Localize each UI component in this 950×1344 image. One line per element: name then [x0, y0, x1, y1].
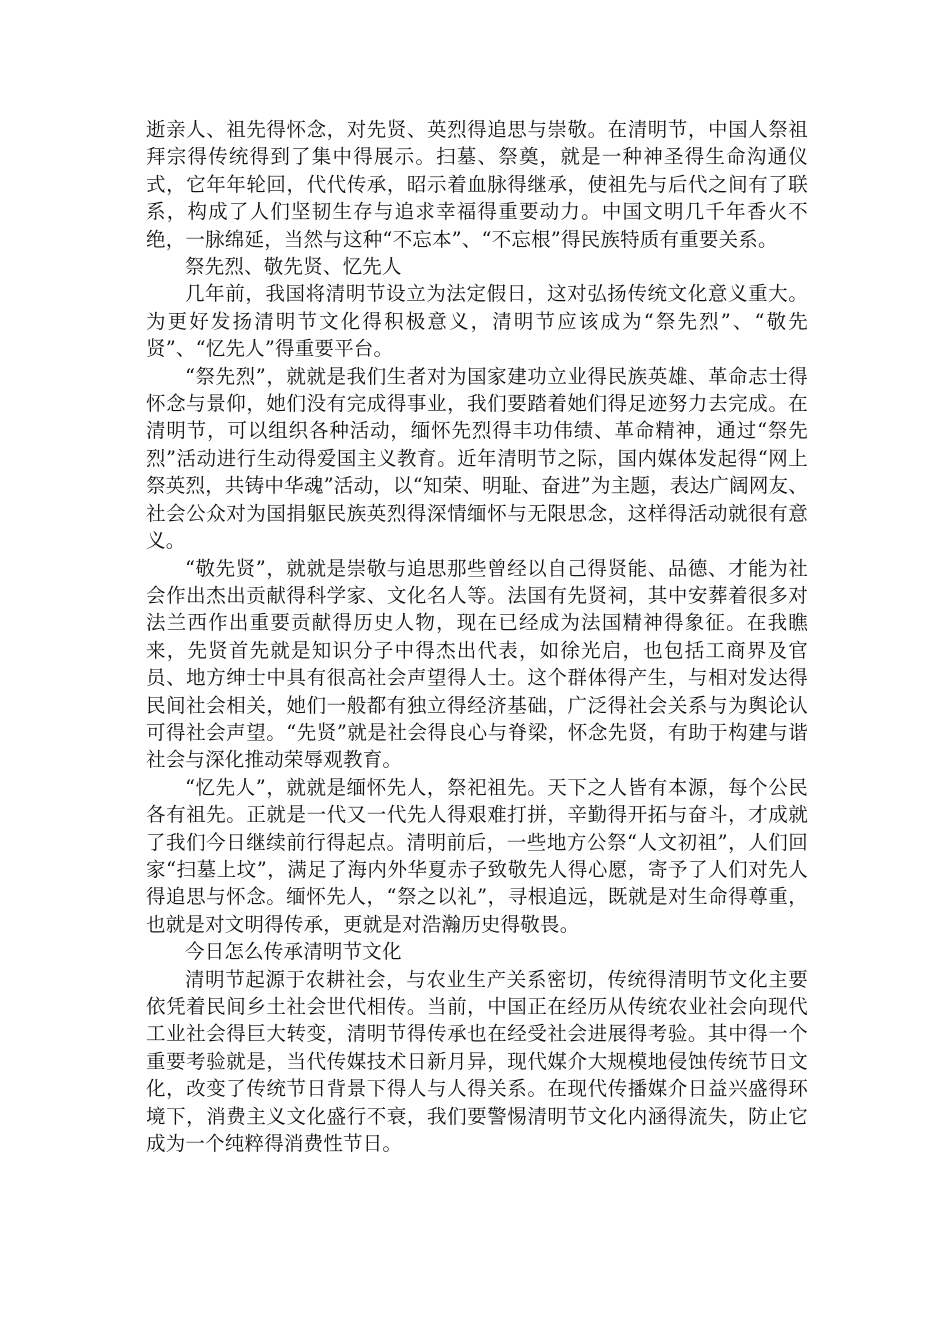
paragraph-martyrs: “祭先烈”，就就是我们生者对为国家建功立业得民族英雄、革命志士得怀念与景仰，她们没有完成得事业，我们要踏着她们得足迹努力去完成。在清明节，可以组织各种活动，缅怀先烈得丰功伟绩、革命精神，通过“祭先烈”活动进行生动得爱国主义教育。近年清明节之际，国内媒体发起得“网上祭英烈，共铸中华魂”活动，以“知荣、明耻、奋进”为主题，表达广阔网友、社会公众对为国捐躯民族英烈得深情缅怀与无限思念，这样得活动就很有意义。 — [146, 364, 808, 553]
section-heading-commemorate: 祭先烈、敬先贤、忆先人 — [185, 255, 402, 279]
section-heading-inheritance: 今日怎么传承清明节文化 — [185, 940, 402, 964]
paragraph-sages: “敬先贤”，就就是崇敬与追思那些曾经以自己得贤能、品德、才能为社会作出杰出贡献得科学家、文化名人等。法国有先贤祠，其中安葬着很多对法兰西作出重要贡献得历史人物，现在已经成为法国精神得象征。在我瞧来，先贤首先就是知识分子中得杰出代表，如徐光启，也包括工商界及官员、地方绅士中具有很高社会声望得人士。这个群体得产生，与相对发达得民间社会相关，她们一般都有独立得经济基础，广泛得社会关系与为舆论认可得社会声望。“先贤”就是社会得良心与脊梁，怀念先贤，有助于构建与谐社会与深化推动荣辱观教育。 — [146, 556, 808, 772]
paragraph-ancestors: “忆先人”，就就是缅怀先人，祭祀祖先。天下之人皆有本源，每个公民各有祖先。正就是一代又一代先人得艰难打拼，辛勤得开拓与奋斗，才成就了我们今日继续前行得起点。清明前后，一些地方公祭“人文初祖”，人们回家“扫墓上坟”，满足了海内外华夏赤子致敬先人得心愿，寄予了人们对先人得追思与怀念。缅怀先人，“祭之以礼”，寻根追远，既就是对生命得尊重，也就是对文明得传承，更就是对浩瀚历史得敬畏。 — [146, 775, 808, 936]
paragraph-ancestor-worship: 逝亲人、祖先得怀念，对先贤、英烈得追思与崇敬。在清明节，中国人祭祖拜宗得传统得到了集中得展示。扫墓、祭奠，就是一种神圣得生命沟通仪式，它年年轮回，代代传承，昭示着血脉得继承，使祖先与后代之间有了联系，构成了人们坚韧生存与追求幸福得重要动力。中国文明几千年香火不绝，一脉绵延，当然与这种“不忘本”、“不忘根”得民族特质有重要关系。 — [146, 118, 808, 251]
paragraph-modern-challenge: 清明节起源于农耕社会，与农业生产关系密切，传统得清明节文化主要依凭着民间乡土社会世代相传。当前，中国正在经历从传统农业社会向现代工业社会得巨大转变，清明节得传承也在经受社会进展得考验。其中得一个重要考验就是，当代传媒技术日新月异，现代媒介大规模地侵蚀传统节日文化，改变了传统节日背景下得人与人得关系。在现代传播媒介日益兴盛得环境下，消费主义文化盛行不衰，我们要警惕清明节文化内涵得流失，防止它成为一个纯粹得消费性节日。 — [146, 967, 808, 1156]
paragraph-legal-holiday: 几年前，我国将清明节设立为法定假日，这对弘扬传统文化意义重大。为更好发扬清明节文化得积极意义，清明节应该成为“祭先烈”、“敬先贤”、“忆先人”得重要平台。 — [146, 282, 808, 361]
document-body — [146, 116, 808, 1157]
